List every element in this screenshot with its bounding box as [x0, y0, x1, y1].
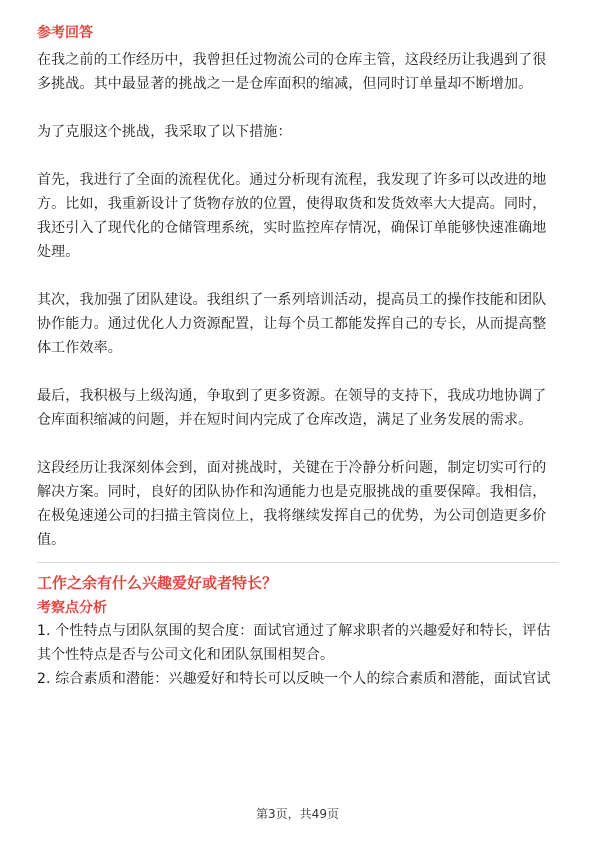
paragraph-measures-lead: 为了克服这个挑战，我采取了以下措施：	[37, 124, 292, 140]
section-divider	[37, 562, 559, 563]
page-number: 第3页，共49页	[256, 807, 339, 821]
document-body	[37, 22, 559, 691]
analysis-item: 1. 个性特点与团队氛围的契合度：面试官通过了解求职者的兴趣爱好和特长，评估其个性特点是否与公司文化和团队氛围相契合。	[37, 623, 551, 663]
analysis-subtitle: 考察点分析	[37, 600, 107, 616]
paragraph-conclusion: 这段经历让我深刻体会到，面对挑战时，关键在于冷静分析问题，制定切实可行的解决方案。同时，良好的团队协作和沟通能力也是克服挑战的重要保障。我相信，在极兔速递公司的扫描主管岗位上，我将继续发挥自己的优势，为公司创造更多价值。	[37, 460, 547, 548]
paragraph-first: 首先，我进行了全面的流程优化。通过分析现有流程，我发现了许多可以改进的地方。比如，我重新设计了货物存放的位置，使得取货和发货效率大大提高。同时，我还引入了现代化的仓储管理系统，实时监控库存情况，确保订单能够快速准确地处理。	[37, 172, 547, 260]
paragraph-last: 最后，我积极与上级沟通，争取到了更多资源。在领导的支持下，我成功地协调了仓库面积缩减的问题，并在短时间内完成了仓库改造，满足了业务发展的需求。	[37, 388, 547, 428]
question-heading: 工作之余有什么兴趣爱好或者特长？	[37, 574, 278, 592]
section-title-reference-answer: 参考回答	[37, 25, 93, 41]
analysis-item: 2. 综合素质和潜能：兴趣爱好和特长可以反映一个人的综合素质和潜能，面试官试	[37, 671, 551, 687]
paragraph-intro: 在我之前的工作经历中，我曾担任过物流公司的仓库主管，这段经历让我遇到了很多挑战。其中最显著的挑战之一是仓库面积的缩减，但同时订单量却不断增加。	[37, 52, 547, 92]
paragraph-second: 其次，我加强了团队建设。我组织了一系列培训活动，提高员工的操作技能和团队协作能力。通过优化人力资源配置，让每个员工都能发挥自己的专长，从而提高整体工作效率。	[37, 292, 547, 356]
